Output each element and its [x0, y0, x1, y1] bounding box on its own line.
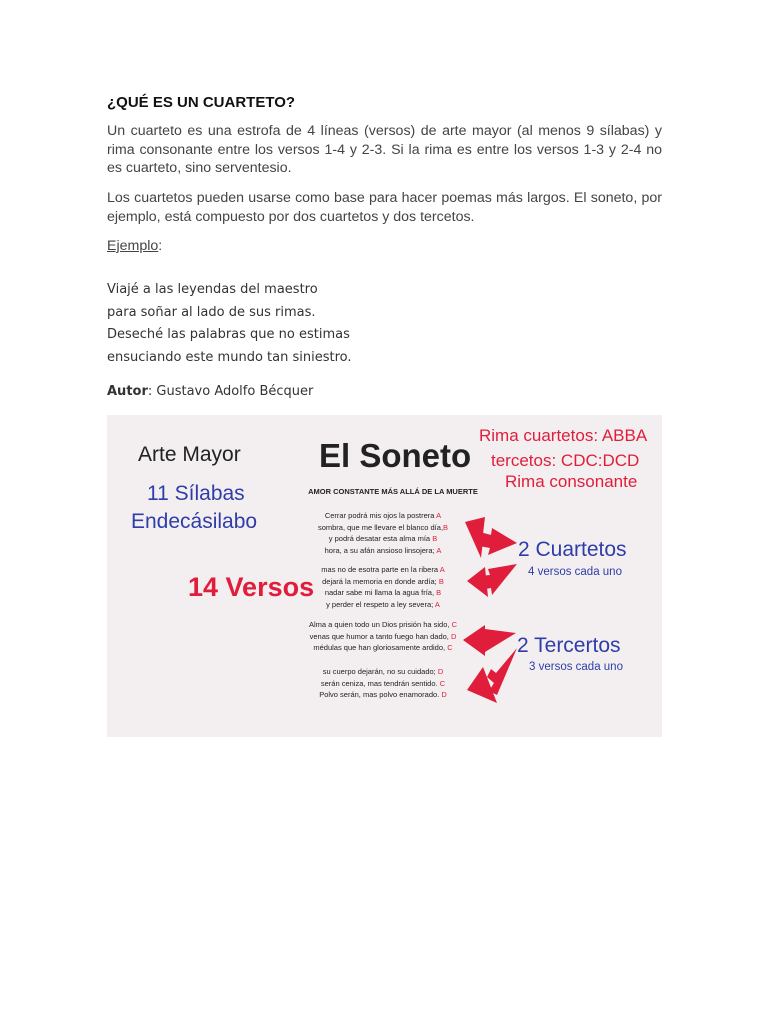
sonnet-line-text: sombra, que me llevare el blanco día,: [317, 522, 444, 532]
sonnet-line-text: y podrá desatar esta alma mía: [328, 534, 433, 543]
soneto-subtitle: AMOR CONSTANTE MÁS ALLÁ DE LA MUERTE: [308, 487, 478, 496]
arrow-icon: [467, 564, 517, 597]
author-line: [107, 384, 313, 399]
rhyme-letter: D: [450, 631, 457, 641]
sonnet-line-text: hora, a su afán ansioso linsojera;: [324, 545, 437, 555]
cuartetos-sublabel: 4 versos cada uno: [528, 566, 622, 578]
rhyme-letter: C: [447, 643, 453, 652]
paragraph-usage: Los cuartetos pueden usarse como base para hacer poemas más largos. El soneto, por ejemplo, está compuesto por dos cuartetos y dos tercetos.: [107, 190, 662, 225]
tercertos-sublabel: 3 versos cada uno: [529, 661, 623, 673]
sonnet-line-text: médulas que han gloriosamente ardido,: [313, 643, 448, 652]
sonnet-line-text: mas no de esotra parte en la ribera: [321, 565, 440, 574]
sonnet-line-text: nadar sabe mi llama la agua fría,: [324, 588, 437, 597]
rima-consonante-label: Rima consonante: [505, 472, 638, 491]
rhyme-letter: B: [436, 588, 442, 597]
sonnet-infographic: [107, 415, 662, 737]
poem-line: Viajé a las leyendas del maestro: [107, 282, 318, 297]
poem-line: Deseché las palabras que no estimas: [107, 327, 350, 342]
page-title: ¿QUÉ ES UN CUARTETO?: [107, 94, 296, 111]
silabas-label: 11 Sílabas: [147, 482, 245, 505]
sonnet-line-text: y perder el respeto a ley severa;: [326, 599, 435, 609]
versos-count-label: 14 Versos: [188, 572, 315, 602]
cuartetos-label: 2 Cuartetos: [518, 538, 627, 561]
rhyme-letter: B: [432, 534, 438, 543]
example-label: [107, 238, 162, 254]
rima-cuartetos-label: Rima cuartetos: ABBA: [479, 426, 648, 445]
arrow-icon: [465, 517, 517, 558]
poem-line: para soñar al lado de sus rimas.: [107, 304, 316, 320]
author-label: Autor: [107, 384, 148, 399]
example-label-text: Ejemplo: [107, 238, 159, 254]
sonnet-line-text: Polvo serán, mas polvo enamorado.: [319, 690, 442, 699]
sonnet-line-text: Cerrar podrá mis ojos la postrera: [324, 511, 437, 520]
tercertos-label: 2 Tercertos: [517, 634, 621, 657]
example-poem: [107, 279, 352, 369]
endecasilabo-label: Endecásilabo: [131, 510, 258, 533]
rhyme-letter: A: [439, 565, 445, 574]
example-label-colon: :: [158, 238, 163, 254]
sonnet-line-text: serán ceniza, mas tendrán sentido.: [320, 678, 440, 688]
rhyme-letter: C: [439, 678, 446, 688]
sonnet-line-text: Alma a quien todo un Dios prisión ha sido,: [308, 620, 452, 629]
author-name: : Gustavo Adolfo Bécquer: [147, 384, 314, 399]
rhyme-letter: D: [437, 667, 444, 676]
arte-mayor-label: Arte Mayor: [138, 443, 241, 466]
sonnet-line-text: su cuerpo dejarán, no su cuidado;: [322, 667, 438, 676]
rhyme-letter: D: [441, 690, 447, 699]
paragraph-definition: Un cuarteto es una estrofa de 4 líneas (versos) de arte mayor (al menos 9 sílabas) y rima consonante entre los versos 1-4 y 2-3. Si la rima es entre los versos 1-3 y 2-4 no es cuarteto, sino serventesio.: [107, 123, 662, 176]
soneto-title: El Soneto: [319, 437, 472, 474]
rhyme-letter: B: [438, 576, 444, 586]
rima-tercetos-label: tercetos: CDC:DCD: [491, 451, 640, 470]
arrow-icon: [467, 648, 517, 703]
sonnet-line-text: dejará la memoria en donde ardía;: [322, 576, 439, 586]
poem-line: ensuciando este mundo tan siniestro.: [107, 349, 352, 365]
sonnet-line-text: venas que humor a tanto fuego han dado,: [309, 631, 451, 641]
arrow-icon: [463, 625, 516, 656]
rhyme-letter: A: [436, 511, 442, 520]
rhyme-letter: A: [434, 599, 440, 609]
rhyme-letter: C: [451, 620, 457, 629]
rhyme-letter: B: [443, 522, 449, 532]
rhyme-letter: A: [436, 545, 442, 555]
